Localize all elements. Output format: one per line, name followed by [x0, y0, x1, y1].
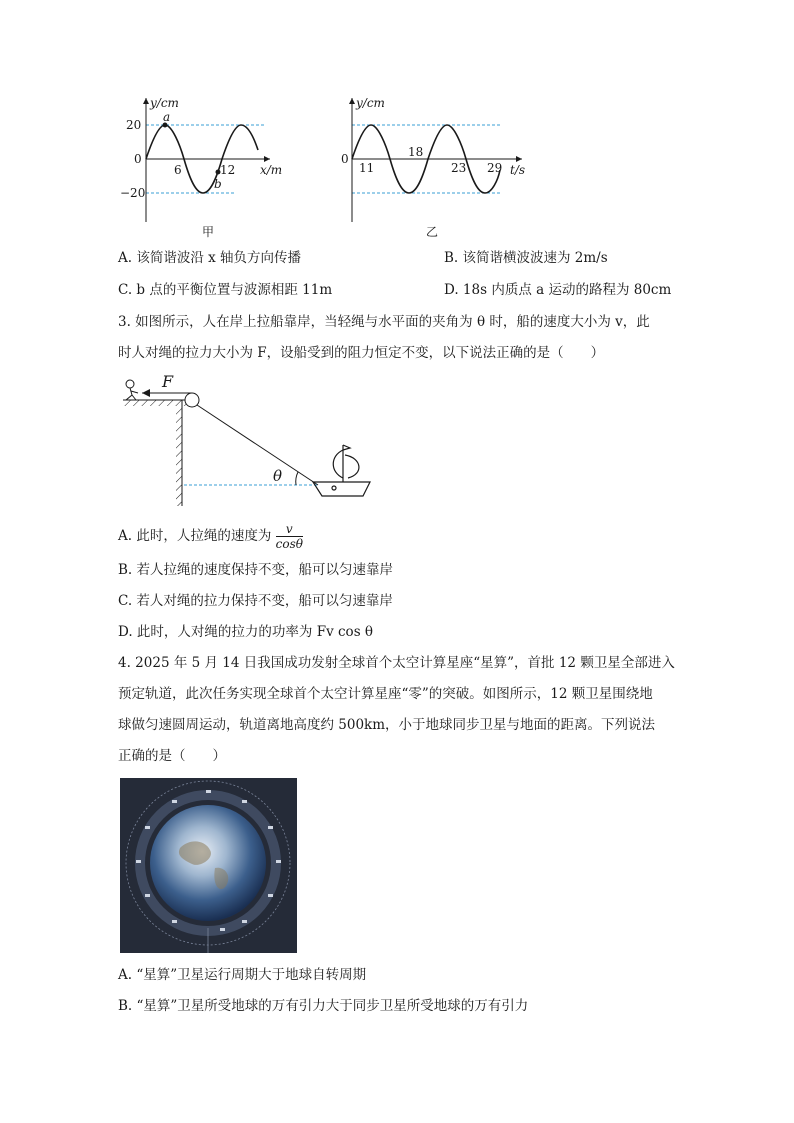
q2-option-c: C. b 点的平衡位置与波源相距 11m: [118, 282, 333, 298]
point-a-label: a: [163, 110, 171, 124]
cliff-hatch: [176, 406, 182, 506]
q3-option-a-fraction: [276, 522, 303, 551]
q2-option-b: B. 该简谐横波波速为 2m/s: [444, 250, 608, 266]
origin-label: 0: [134, 152, 142, 166]
person-icon: [126, 380, 138, 400]
wave-graph-jia: [110, 90, 300, 245]
origin-label: 0: [341, 152, 349, 166]
earth-globe: [150, 805, 266, 921]
t-tick-29: 29: [487, 161, 503, 175]
q3-stem-line1: 3. 如图所示，人在岸上拉船靠岸，当轻绳与水平面的夹角为 θ 时，船的速度大小为 v，此: [118, 314, 650, 330]
x-tick-6: 6: [174, 163, 182, 177]
x-tick-12: 12: [220, 163, 236, 177]
constellation-image: [120, 778, 297, 953]
wave-graph-yi: [332, 90, 532, 245]
angle-arc: [296, 472, 298, 485]
rope-slant: [197, 405, 318, 485]
angle-theta-label: θ: [273, 467, 283, 485]
q3-option-d: D. 此时，人对绳的拉力的功率为 Fv cos θ: [118, 624, 374, 640]
t-tick-11: 11: [359, 161, 375, 175]
q3-option-a-text: A. 此时，人拉绳的速度为: [118, 528, 272, 544]
t-tick-23: 23: [451, 161, 467, 175]
q4-stem-line1: 4. 2025 年 5 月 14 日我国成功发射全球首个太空计算星座“星算”，首批 12 颗卫星全部进入: [118, 655, 675, 671]
fraction-denominator: cosθ: [275, 537, 303, 551]
y-axis-label: y/cm: [150, 96, 179, 110]
q3-option-a: [118, 522, 303, 551]
q3-option-b: B. 若人拉绳的速度保持不变，船可以匀速靠岸: [118, 562, 394, 578]
y-axis-label: y/cm: [356, 96, 385, 110]
q2-option-a: A. 该简谐波沿 x 轴负方向传播: [118, 250, 302, 266]
pulley-icon: [185, 393, 199, 407]
boat-pulley-figure: [118, 370, 378, 510]
q4-stem-line2: 预定轨道，此次任务实现全球首个太空计算星座“零”的突破。如图所示，12 颗卫星围绕地: [118, 686, 653, 702]
fraction-numerator: v: [276, 522, 303, 537]
caption-yi: 乙: [426, 225, 439, 239]
t-axis-label: t/s: [510, 163, 526, 177]
caption-jia: 甲: [202, 225, 215, 239]
q3-stem-line2: 时人对绳的拉力大小为 F，设船受到的阻力恒定不变，以下说法正确的是（ ）: [118, 345, 605, 361]
q3-option-c: C. 若人对绳的拉力保持不变，船可以匀速靠岸: [118, 593, 393, 609]
q4-option-b: B. “星算”卫星所受地球的万有引力大于同步卫星所受地球的万有引力: [118, 998, 529, 1014]
x-axis-label: x/m: [260, 163, 283, 177]
force-label: F: [162, 372, 174, 391]
t-tick-18: 18: [408, 145, 424, 159]
q4-stem-line4: 正确的是（ ）: [118, 748, 226, 764]
point-b-label: b: [214, 177, 222, 191]
y-tick-20: 20: [126, 118, 142, 132]
q2-option-d: D. 18s 内质点 a 运动的路程为 80cm: [444, 282, 672, 298]
y-tick-neg20: −20: [120, 186, 146, 200]
boat-icon: [313, 445, 370, 496]
q4-option-a: A. “星算”卫星运行周期大于地球自转周期: [118, 967, 367, 983]
q4-stem-line3: 球做匀速圆周运动，轨道离地高度约 500km，小于地球同步卫星与地面的距离。下列说法: [118, 717, 656, 733]
